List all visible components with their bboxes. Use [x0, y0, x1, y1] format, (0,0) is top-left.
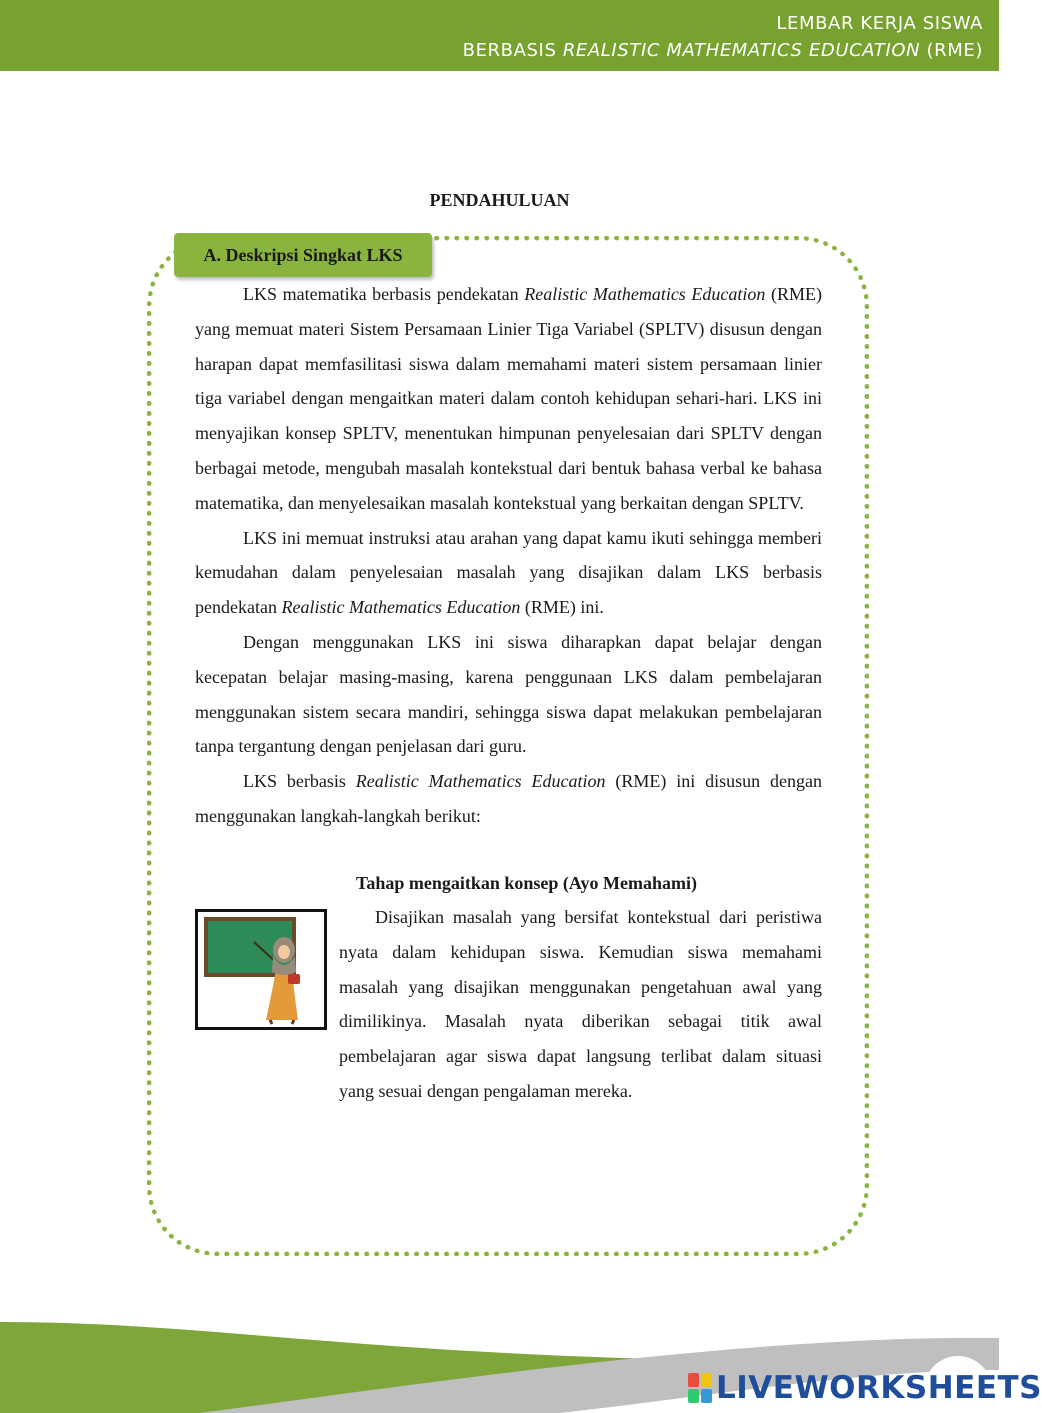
- paragraph-2-text-a: LKS ini memuat instruksi atau arahan yang dapat kamu ikuti sehingga memberi kemudahan dalam penyelesaian masalah yang disajikan dalam LKS berbasis pendekatan: [195, 527, 822, 618]
- section-body: [195, 277, 822, 834]
- header-band: [0, 0, 999, 71]
- header-line-1: LEMBAR KERJA SISWA: [776, 13, 983, 34]
- header-line-2: [463, 37, 983, 64]
- liveworksheets-mark-icon: [688, 1373, 712, 1403]
- paragraph-2-text-c: (RME) ini.: [520, 597, 604, 618]
- paragraph-3: Dengan menggunakan LKS ini siswa diharapkan dapat belajar dengan kecepatan belajar masing-masing, karena penggunaan LKS dalam pembelajaran menggunakan sistem secara mandiri, sehingga siswa dapat melakukan pembelajaran tanpa tergantung dengan penjelasan dari guru.: [195, 631, 822, 757]
- paragraph-2: [195, 521, 822, 625]
- header-line-2-suffix: (RME): [920, 40, 983, 61]
- teacher-illustration: [195, 909, 327, 1030]
- paragraph-1-italic: Realistic Mathematics Education: [524, 284, 766, 304]
- paragraph-1-text-c: (RME) yang memuat materi Sistem Persamaan Linier Tiga Variabel (SPLTV) disusun dengan harapan dapat memfasilitasi siswa dalam memahami materi sistem persamaan linier tiga variabel dengan mengaitkan materi dalam contoh kehidupan sehari-hari. LKS ini menyajikan konsep SPLTV, menentukan himpunan penyelesaian dari SPLTV dengan berbagai metode, mengubah masalah kontekstual dari bentuk bahasa verbal ke bahasa matematika, dan menyelesaikan masalah kontekstual yang berkaitan dengan SPLTV.: [195, 284, 822, 513]
- paragraph-4-text-a: LKS berbasis: [243, 771, 356, 792]
- page-title: PENDAHULUAN: [429, 190, 570, 210]
- header-title: [463, 10, 983, 64]
- paragraph-2-italic: Realistic Mathematics Education: [281, 597, 521, 618]
- paragraph-4-text-c: (RME) ini disusun dengan menggunakan langkah-langkah berikut:: [195, 771, 822, 826]
- section-tab-label: A. Deskripsi Singkat LKS: [203, 244, 403, 265]
- paragraph-1: [195, 277, 822, 521]
- section-tab: [174, 233, 432, 277]
- stage-paragraph: Disajikan masalah yang bersifat kontekstual dari peristiwa nyata dalam kehidupan siswa. Kemudian siswa memahami masalah yang disajikan menggunakan pengetahuan awal yang dimilikinya. Masalah nyata diberikan sebagai titik awal pembelajaran agar siswa dapat langsung terlibat dalam situasi yang sesuai dengan pengalaman mereka.: [339, 907, 822, 1101]
- header-line-2-prefix: BERBASIS: [462, 40, 563, 61]
- liveworksheets-logo: [688, 1368, 1042, 1408]
- liveworksheets-brand: LIVEWORKSHEETS: [716, 1370, 1042, 1406]
- header-line-2-italic: REALISTIC MATHEMATICS EDUCATION: [562, 40, 921, 61]
- paragraph-4-italic: Realistic Mathematics Education: [355, 771, 606, 792]
- paragraph-4: [195, 764, 822, 834]
- paragraph-1-text-a: LKS matematika berbasis pendekatan: [243, 284, 525, 304]
- stage-heading: Tahap mengaitkan konsep (Ayo Memahami): [355, 873, 698, 893]
- stage-description: [339, 900, 822, 1109]
- teacher-at-board-icon: [198, 912, 324, 1027]
